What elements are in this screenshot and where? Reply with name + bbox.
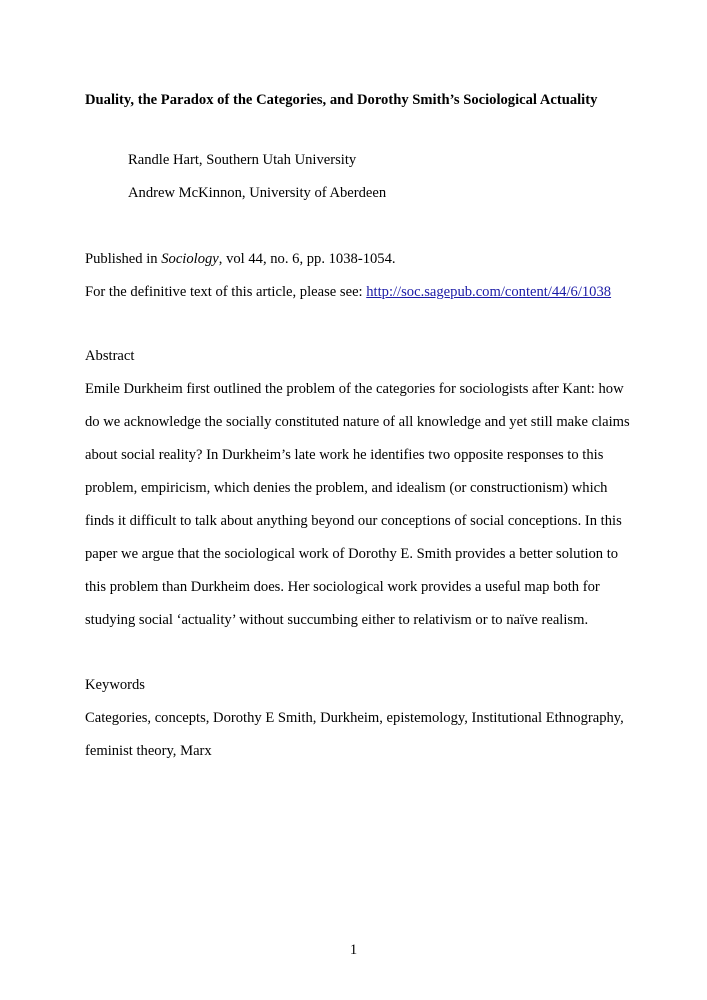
abstract-line: problem, empiricism, which denies the problem, and idealism (or constructionism) which [85,480,608,496]
definitive-text: For the definitive text of this article, please see: [85,284,367,300]
publication-suffix: , vol 44, no. 6, pp. 1038-1054. [218,251,396,267]
definitive-text-line [85,283,611,301]
paper-title: Duality, the Paradox of the Categories, and Dorothy Smith’s Sociological Actuality [85,92,598,108]
journal-name: Sociology [161,251,219,267]
article-link[interactable]: http://soc.sagepub.com/content/44/6/1038 [366,284,612,300]
keywords-line: Categories, concepts, Dorothy E Smith, Durkheim, epistemology, Institutional Ethnography, [85,710,624,726]
keywords-line: feminist theory, Marx [85,743,212,759]
abstract-line: studying social ‘actuality’ without succumbing either to relativism or to naïve realism. [85,612,589,628]
abstract-line: this problem than Durkheim does. Her sociological work provides a useful map both for [85,579,600,595]
page-number: 1 [349,942,358,958]
abstract-line: Emile Durkheim first outlined the problem of the categories for sociologists after Kant: how [85,381,624,397]
abstract-line: paper we argue that the sociological work of Dorothy E. Smith provides a better solution to [85,546,619,562]
abstract-line: about social reality? In Durkheim’s late work he identifies two opposite responses to this [85,447,604,463]
publication-info [85,250,396,268]
publication-prefix: Published in [85,251,162,267]
abstract-line: do we acknowledge the socially constituted nature of all knowledge and yet still make claims [85,414,630,430]
author-2: Andrew McKinnon, University of Aberdeen [128,185,387,201]
abstract-line: finds it difficult to talk about anything beyond our conceptions of social conceptions. In this [85,513,622,529]
keywords-heading: Keywords [85,677,145,693]
author-1: Randle Hart, Southern Utah University [128,152,357,168]
abstract-heading: Abstract [85,348,135,364]
